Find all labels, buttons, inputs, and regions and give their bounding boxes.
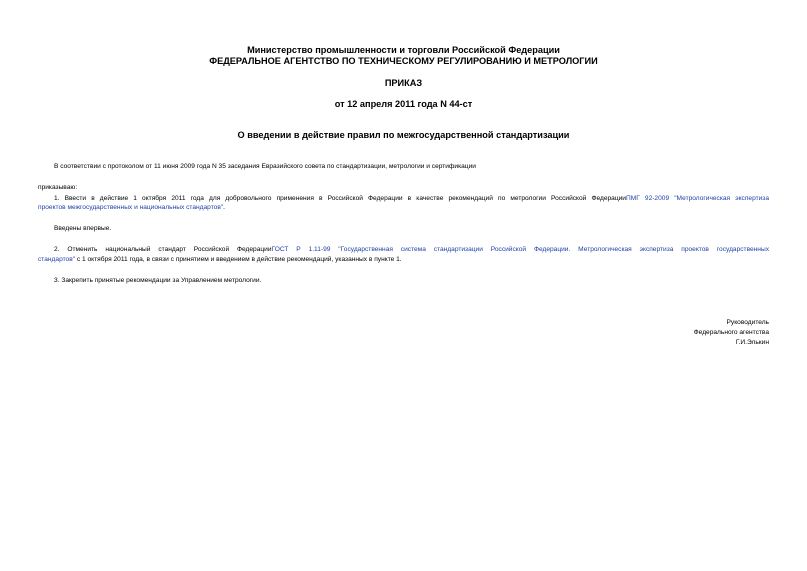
gost-r-1-11-99-link[interactable]: ГОСТ Р 1.11-99 "Государственная система стандартизации Российской Федерации. Метрологическая экспертиза проектов государственных xyxy=(271,246,769,253)
document-date-number: от 12 апреля 2011 года N 44-ст xyxy=(334,99,473,109)
item-1-tail: . xyxy=(223,204,226,211)
item-2-text: 2. Отменить национальный стандарт Российской Федерации xyxy=(54,246,272,253)
document-subject: О введении в действие правил по межгосударственной стандартизации xyxy=(237,130,570,140)
document-type: ПРИКАЗ xyxy=(384,78,423,88)
pmg-92-2009-link-continued[interactable]: проектов межгосударственных и национальных стандартов" xyxy=(38,204,224,211)
order-word: приказываю: xyxy=(38,184,78,191)
agency-title: ФЕДЕРАЛЬНОЕ АГЕНТСТВО ПО ТЕХНИЧЕСКОМУ РЕГУЛИРОВАНИЮ И МЕТРОЛОГИИ xyxy=(209,56,598,66)
item-2-line-2 xyxy=(38,255,402,264)
signature-position: Руководитель xyxy=(726,319,769,326)
signature-agency: Федерального агентства xyxy=(693,329,769,336)
item-1-line-1 xyxy=(54,194,769,203)
item-1-text: 1. Ввести в действие 1 октября 2011 года для добровольного применения в Российской Федерации в качестве рекомендаций по метрологии Российской Федерации xyxy=(54,195,626,202)
gost-r-1-11-99-link-continued[interactable]: стандартов" xyxy=(38,256,76,263)
pmg-92-2009-link[interactable]: ПМГ 92-2009 "Метрологическая экспертиза xyxy=(626,195,769,202)
item-1-line-2 xyxy=(38,203,225,212)
signature-name: Г.И.Элькин xyxy=(735,339,769,346)
ministry-title: Министерство промышленности и торговли Российской Федерации xyxy=(247,45,560,55)
item-2-line-1 xyxy=(54,245,769,254)
preamble-text: В соответствии с протоколом от 11 июня 2009 года N 35 заседания Евразийского совета по стандартизации, метрологии и сертификации xyxy=(54,163,476,170)
item-2-tail: с 1 октября 2011 года, в связи с принятием и введением в действие рекомендаций, указанных в пункте 1. xyxy=(75,256,402,263)
item-3-text: 3. Закрепить принятые рекомендации за Управлением метрологии. xyxy=(54,277,262,284)
introduced-note: Введены впервые. xyxy=(54,225,112,232)
